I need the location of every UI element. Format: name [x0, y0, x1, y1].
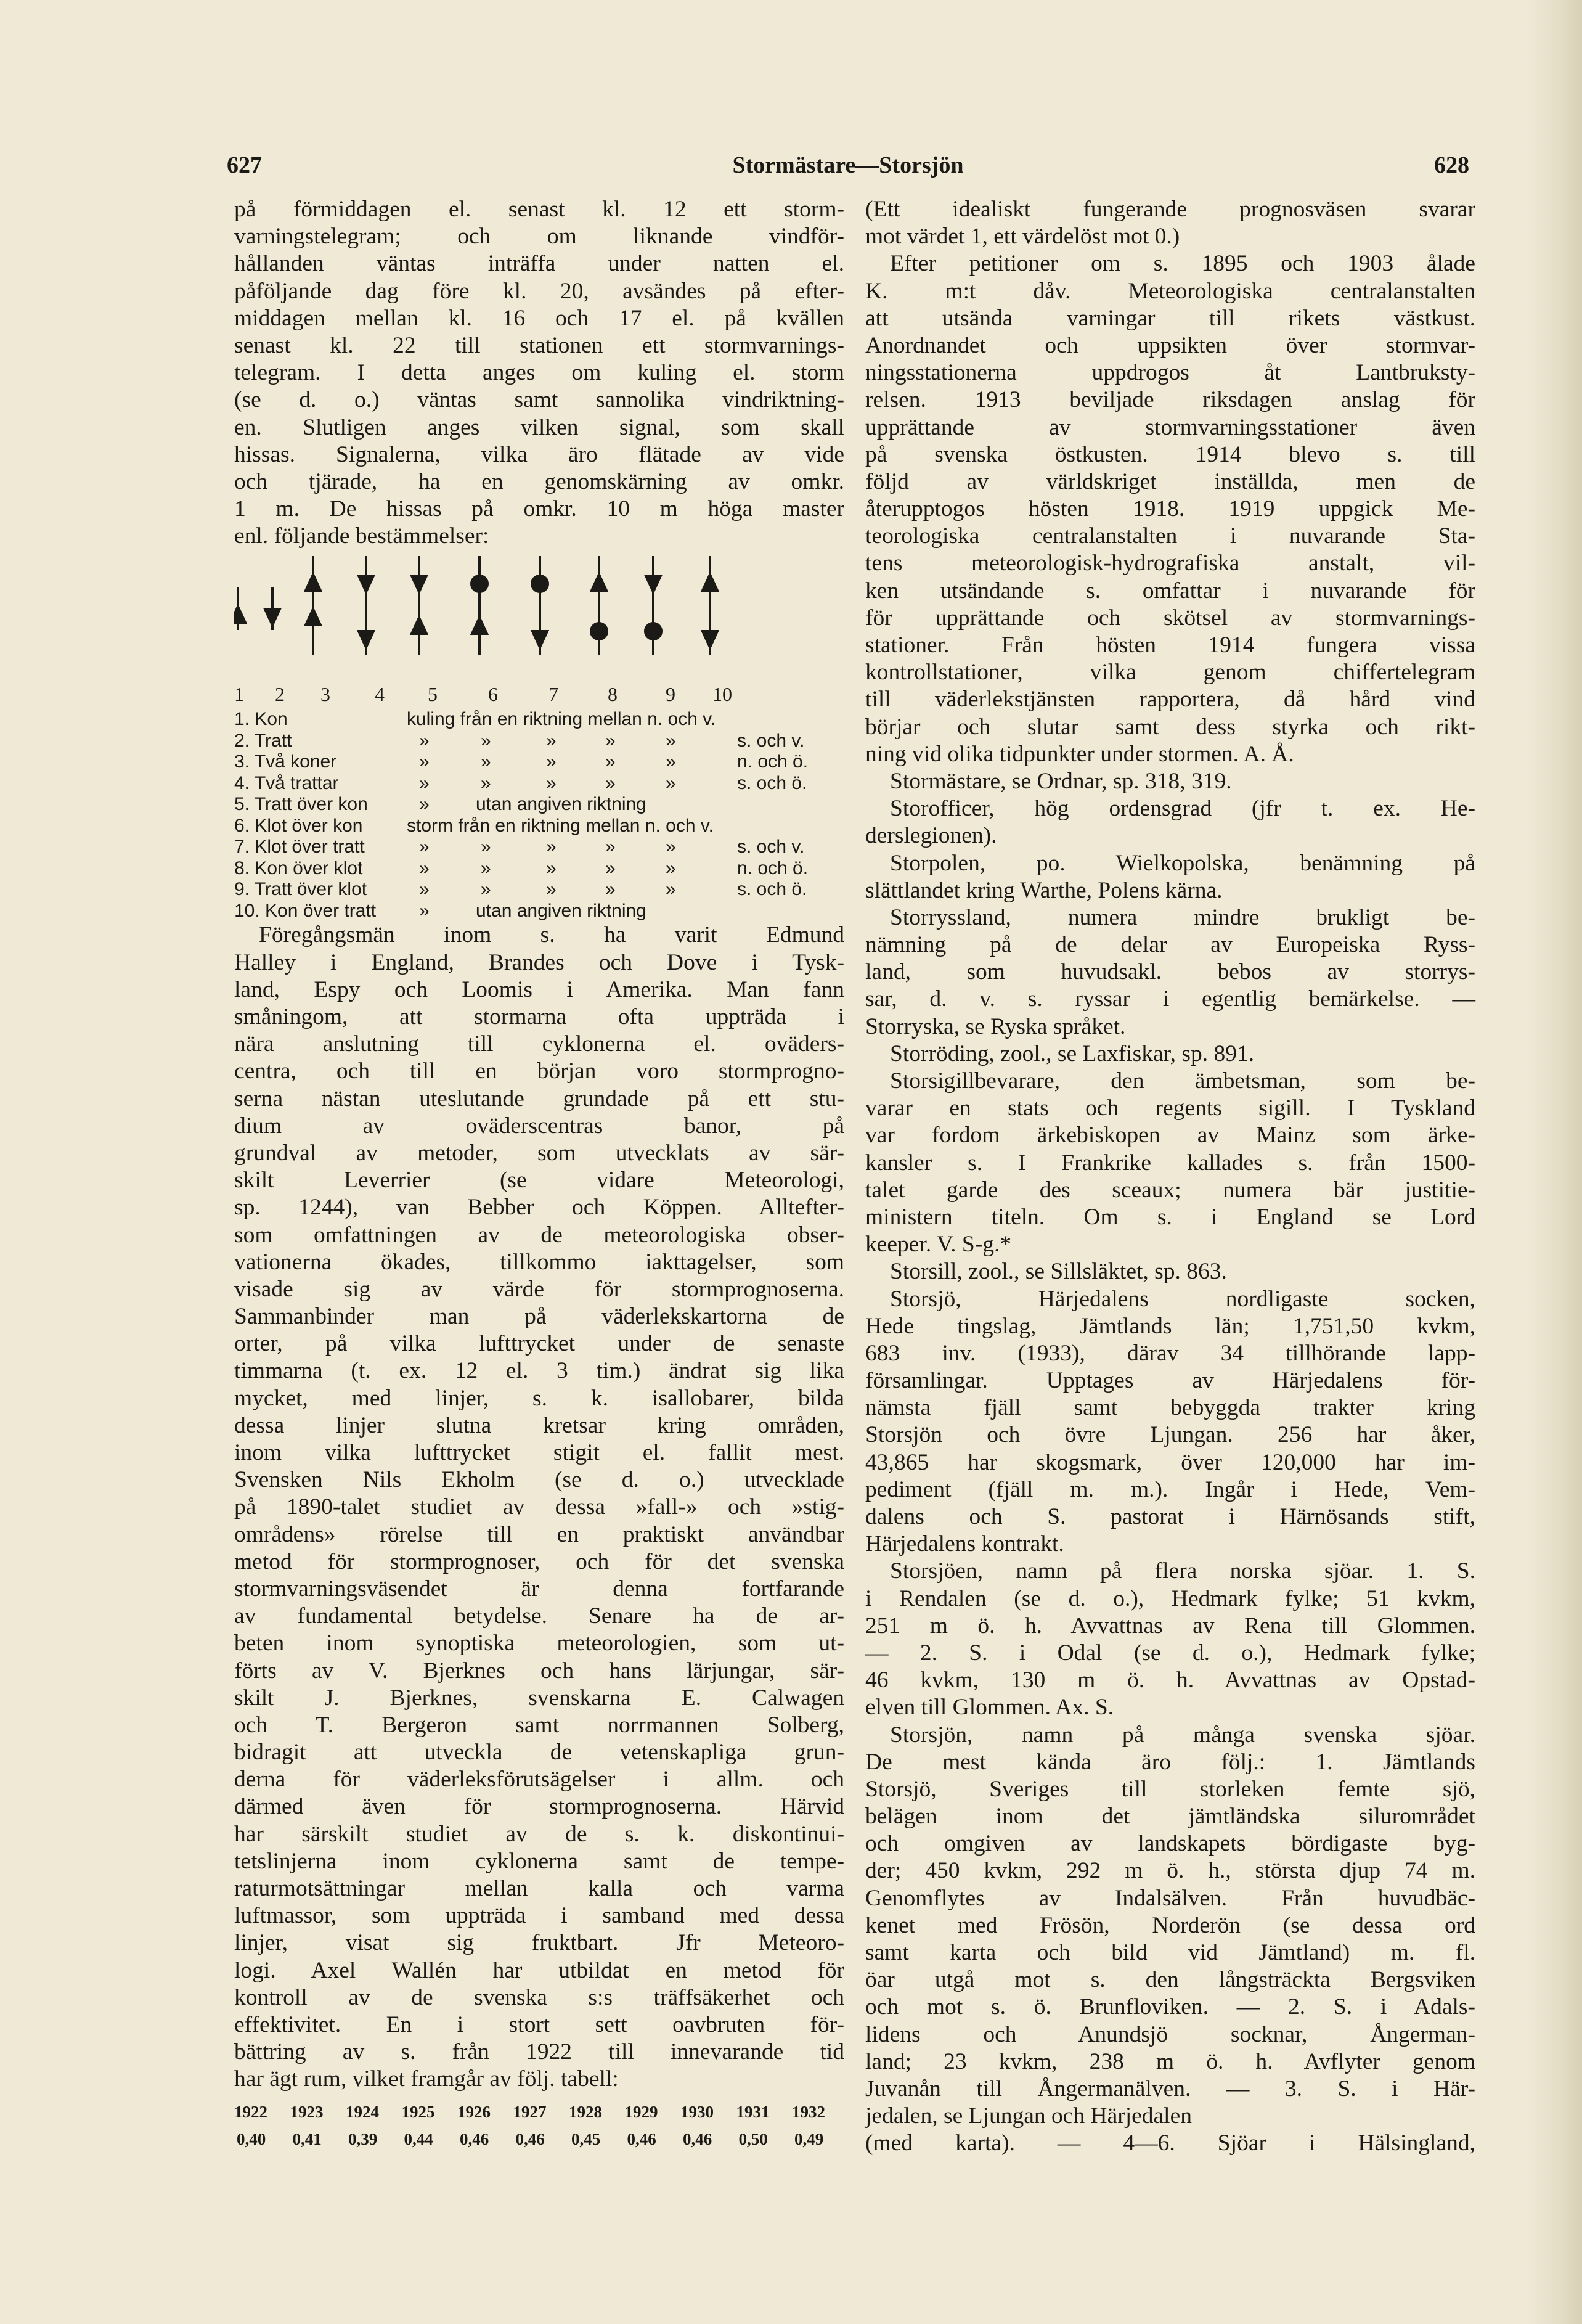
text-line: belägen inom det jämtländska silurområdet [865, 1804, 1475, 1830]
text-line: dalens och S. pastorat i Härnösands stift, [865, 1504, 1475, 1529]
signal-table-row [234, 879, 844, 901]
signal-table-cell: » [419, 794, 430, 815]
text-line: Storryska, se Ryska språket. [865, 1013, 1126, 1039]
text-line: därmed även för stormprognoserna. Härvid [234, 1794, 844, 1820]
text-line: kansler s. I Frankrike kallades s. från 1500- [865, 1150, 1475, 1176]
signal-table-cell: 9. Tratt över klot [234, 879, 367, 900]
signal-table-cell: s. och ö. [737, 772, 807, 793]
text-line: sp. 1244), van Bebber och Köppen. Alltefter- [234, 1195, 844, 1221]
text-line: Halley i England, Brandes och Dove i Tysk- [234, 949, 844, 975]
text-line: av fundamental betydelse. Senare ha de ar- [234, 1603, 844, 1629]
text-line: Efter petitioner om s. 1895 och 1903 ålade [890, 251, 1475, 277]
text-line: ministern titeln. Om s. i England se Lord [865, 1204, 1475, 1230]
year-row [234, 2098, 844, 2126]
signal-table-cell: » [419, 730, 430, 751]
text-line: stormvarningsväsendet är denna fortfarande [234, 1576, 844, 1602]
text-line: bidragit att utveckla de vetenskapliga grun- [234, 1740, 844, 1766]
value-cell: 0,40 [237, 2129, 266, 2148]
signal-rows [234, 709, 844, 922]
signal-table-cell: 7. Klot över tratt [234, 837, 365, 857]
signal-number-row [234, 682, 844, 709]
signal-number: 9 [666, 683, 675, 706]
signal-table-cell: 1. Kon [234, 709, 288, 730]
signal-table-cell: utan angiven riktning [476, 900, 646, 921]
text-line: bättring av s. från 1922 till innevarande tid [234, 2039, 844, 2065]
text-line: metod för stormprognoser, och för det svenska [234, 1549, 844, 1574]
signal-table-row [234, 730, 844, 752]
signal-table-cell: s. och v. [737, 837, 805, 857]
text-line: Storryssland, numera mindre brukligt be- [890, 904, 1475, 930]
storm-signal-figure [234, 550, 844, 679]
text-line: senast kl. 22 till stationen ett stormvarnings- [234, 332, 844, 358]
text-line: jedalen, se Ljungan och Härjedalen [865, 2103, 1192, 2129]
text-line: enl. följande bestämmelser: [234, 523, 489, 549]
left-column [234, 196, 844, 2153]
text-line: visade sig av värde för stormprognoserna. [234, 1276, 844, 1302]
signal-2-funnel [265, 609, 280, 625]
text-line: Hede tingslag, Jämtlands län; 1,751,50 kvkm, [865, 1313, 1475, 1339]
signal-table-cell: utan angiven riktning [476, 794, 646, 815]
text-line: orter, på vilka lufttrycket under de senaste [234, 1331, 844, 1357]
signal-table-cell: » [419, 900, 430, 921]
text-line: Sammanbinder man på väderlekskartorna de [234, 1304, 844, 1330]
text-line: kenet med Frösön, Norderön (se dessa ord [865, 1912, 1475, 1938]
text-line: telegram. I detta anges om kuling el. storm [234, 360, 844, 386]
text-line: derslegionen). [865, 823, 997, 849]
text-line: elven till Glommen. Ax. S. [865, 1695, 1114, 1720]
text-line: i Rendalen (se d. o.), Hedmark fylke; 51 kvkm, [865, 1585, 1475, 1611]
signal-table-cell: » [666, 857, 676, 878]
text-line: tetslinjerna inom cyklonerna samt de tempe- [234, 1848, 844, 1874]
signal-table-cell: » [419, 857, 430, 878]
left-text-block-top [234, 196, 844, 550]
signal-table-cell: » [666, 772, 676, 793]
text-line: Juvanån till Ångermanälven. — 3. S. i Här- [865, 2076, 1475, 2101]
text-line: logi. Axel Wallén har utbildat en metod för [234, 1957, 844, 1983]
signal-table-cell: » [481, 837, 491, 857]
text-line: Storpolen, po. Wielkopolska, benämning på [890, 850, 1475, 876]
running-header [227, 152, 1469, 189]
signal-table-cell: » [546, 772, 557, 793]
signal-table-cell: » [481, 730, 491, 751]
text-line: skilt Leverrier (se vidare Meteorologi, [234, 1168, 844, 1193]
year-cell: 1928 [569, 2102, 602, 2121]
signal-table-row [234, 837, 844, 858]
signal-table-cell: 10. Kon över tratt [234, 900, 377, 921]
year-cell: 1924 [346, 2102, 379, 2121]
text-line: på 1890-talet studiet av dessa »fall-» och »stig- [234, 1494, 844, 1520]
value-cell: 0,46 [627, 2129, 656, 2148]
text-line: att utsända varningar till rikets västkust. [865, 305, 1475, 331]
text-line: för upprättande och skötsel av stormvarnings- [865, 605, 1475, 631]
signal-table-cell: » [605, 751, 616, 772]
text-line: dessa linjer slutna kretsar kring områden, [234, 1412, 844, 1438]
value-cell: 0,44 [404, 2129, 433, 2148]
text-line: Storofficer, hög ordensgrad (jfr t. ex. He- [890, 796, 1475, 822]
signal-table-cell: kuling från en riktning mellan n. och v. [407, 709, 716, 730]
signal-table-cell: » [419, 751, 430, 772]
text-line: 683 inv. (1933), därav 34 tillhörande lapp- [865, 1340, 1475, 1366]
text-line: skilt J. Bjerknes, svenskarna E. Calwagen [234, 1685, 844, 1711]
text-line: slättlandet kring Warthe, Polens kärna. [865, 877, 1223, 903]
signal-table-cell: » [546, 857, 557, 878]
text-line: relsen. 1913 beviljade riksdagen anslag för [865, 387, 1475, 413]
text-line: har ägt rum, vilket framgår av följ. tabell: [234, 2066, 619, 2092]
text-line: luftmassor, som uppträda i samband med dessa [234, 1903, 844, 1929]
text-line: nämning på de delar av Europeiska Ryss- [865, 932, 1475, 958]
signal-table-cell: » [605, 730, 616, 751]
text-line: timmarna (t. ex. 12 el. 3 tim.) ändrat sig lika [234, 1358, 844, 1384]
text-line: förts av V. Bjerknes och hans lärjungar, sär- [234, 1658, 844, 1684]
text-line: kontroll av de svenska s:s träffsäkerhet och [234, 1984, 844, 2010]
storm-signal-shapes [234, 550, 844, 679]
value-cell: 0,41 [292, 2129, 322, 2148]
right-column [865, 196, 1475, 2158]
signal-table-cell: » [481, 772, 491, 793]
text-line: keeper. V. S-g.* [865, 1232, 1012, 1258]
text-line: Härjedalens kontrakt. [865, 1531, 1064, 1557]
text-line: mot värdet 1, ett värdelöst mot 0.) [865, 224, 1180, 250]
signal-table-cell: s. och ö. [737, 879, 807, 900]
text-line: grundval av metoder, som utvecklats av sär- [234, 1140, 844, 1166]
text-line: (Ett idealiskt fungerande prognosväsen svarar [865, 197, 1475, 222]
text-line: ken utsändande s. omfattar i nuvarande för [865, 578, 1475, 604]
text-line: nämsta fjäll samt bebyggda trakter kring [865, 1395, 1475, 1421]
page-number-right: 628 [1434, 152, 1469, 178]
text-line: församlingar. Upptages av Härjedalens för- [865, 1368, 1475, 1394]
year-cell: 1931 [736, 2102, 770, 2121]
signal-table-row [234, 816, 844, 837]
signal-table-cell: » [481, 751, 491, 772]
signal-table-cell: » [666, 879, 676, 900]
value-cell: 0,46 [460, 2129, 489, 2148]
text-line: Storsjö, Sveriges till storleken femte sjö, [865, 1776, 1475, 1802]
text-line: stationer. Från hösten 1914 fungera vissa [865, 632, 1475, 658]
text-line: inom vilka lufttrycket stigit el. fallit mest. [234, 1440, 844, 1465]
signal-table-cell: 8. Kon över klot [234, 857, 363, 878]
year-cell: 1932 [792, 2102, 825, 2121]
year-cell: 1922 [234, 2102, 267, 2121]
text-line: teorologiska centralanstalten i nuvarande Sta- [865, 523, 1475, 549]
text-line: — 2. S. i Odal (se d. o.), Hedmark fylke; [865, 1640, 1475, 1666]
signal-number: 10 [712, 683, 732, 706]
text-line: Föregångsmän inom s. ha varit Edmund [259, 922, 844, 948]
signal-table-cell: » [481, 879, 491, 900]
text-line: centra, och till en början voro stormprogno- [234, 1058, 844, 1084]
text-line: der; 450 kvkm, 292 m ö. h., största djup 74 m. [865, 1858, 1475, 1884]
text-line: på svenska östkusten. 1914 blevo s. till [865, 441, 1475, 467]
text-line: och mot s. ö. Brunfloviken. — 2. S. i Adals- [865, 1994, 1475, 2020]
text-line: på förmiddagen el. senast kl. 12 ett storm- [234, 197, 844, 222]
signal-number: 3 [320, 683, 330, 706]
text-line: en. Slutligen anges vilken signal, som skall [234, 414, 844, 440]
text-line: talet garde des sceaux; numera bär justitie- [865, 1177, 1475, 1203]
text-line: mycket, med linjer, s. k. isallobarer, bilda [234, 1385, 844, 1411]
text-line: upprättande av stormvarningsstationer även [865, 414, 1475, 440]
value-row [234, 2126, 844, 2153]
text-line: öar utgå mot s. den långsträckta Bergsviken [865, 1967, 1475, 1993]
text-line: 1 m. De hissas på omkr. 10 m höga master [234, 496, 844, 522]
text-line: Storsjöen, namn på flera norska sjöar. 1. S. [890, 1558, 1475, 1584]
signal-table-row [234, 751, 844, 773]
left-text-block-bottom [234, 922, 844, 2093]
signal-table-cell: » [546, 751, 557, 772]
text-line: 43,865 har skogsmark, över 120,000 har im- [865, 1449, 1475, 1475]
signal-table-cell: » [419, 837, 430, 857]
signal-1-cone [234, 607, 245, 623]
signal-table-cell: » [546, 730, 557, 751]
text-line: tens meteorologisk-hydrografiska anstalt, vil- [865, 550, 1475, 576]
text-line: sar, d. v. s. ryssar i egentlig bemärkelse. — [865, 986, 1475, 1012]
text-line: effektivitet. En i stort sett oavbruten för- [234, 2011, 844, 2037]
signal-table-cell: » [419, 772, 430, 793]
signal-table-cell: 4. Två trattar [234, 772, 339, 793]
page-number-left: 627 [227, 152, 262, 178]
page-edge-shadow [1527, 0, 1582, 2324]
text-line: dium av oväderscentras banor, på [234, 1113, 844, 1139]
text-line: Storröding, zool., se Laxfiskar, sp. 891. [890, 1041, 1255, 1066]
signal-table-cell: » [605, 857, 616, 878]
signal-table-cell: » [605, 879, 616, 900]
signal-number: 4 [375, 683, 385, 706]
value-cell: 0,39 [348, 2129, 378, 2148]
signal-table-cell: » [546, 879, 557, 900]
year-cell: 1923 [290, 2102, 324, 2121]
year-cell: 1929 [624, 2102, 658, 2121]
text-line: Svensken Nils Ekholm (se d. o.) utvecklade [234, 1467, 844, 1493]
signal-table-cell: » [605, 772, 616, 793]
text-line: Genomflytes av Indalsälven. Från huvudbäc- [865, 1885, 1475, 1911]
signal-table-cell: » [481, 857, 491, 878]
text-line: varningstelegram; och om liknande vindför- [234, 224, 844, 250]
text-line: beten inom synoptiska meteorologien, som ut- [234, 1630, 844, 1656]
text-line: 46 kvkm, 130 m ö. h. Avvattnas av Opstad- [865, 1667, 1475, 1693]
signal-table-cell: n. och ö. [737, 857, 809, 878]
text-line: och T. Bergeron samt norrmannen Solberg, [234, 1712, 844, 1738]
text-line: Storsjön och övre Ljungan. 256 har åker, [865, 1422, 1475, 1448]
value-cell: 0,50 [738, 2129, 768, 2148]
signal-number: 1 [234, 683, 244, 706]
text-line: 251 m ö. h. Avvattnas av Rena till Glommen. [865, 1613, 1475, 1639]
text-line: Storsigillbevarare, den ämbetsman, som be- [890, 1068, 1475, 1094]
text-line: Storsjö, Härjedalens nordligaste socken, [890, 1286, 1475, 1312]
signal-table-cell: » [419, 879, 430, 900]
signal-table-cell: 2. Tratt [234, 730, 292, 751]
text-line: Anordnandet och uppsikten över stormvar- [865, 332, 1475, 358]
text-line: småningom, att stormarna ofta uppträda i [234, 1004, 844, 1029]
signal-table-cell: n. och ö. [737, 751, 809, 772]
text-line: Storsill, zool., se Sillsläktet, sp. 863. [890, 1259, 1227, 1285]
signal-table [234, 682, 844, 922]
text-line: ningsstationerna uppdrogos åt Lantbruksty- [865, 360, 1475, 386]
text-line: pediment (fjäll m. m.). Ingår i Hede, Vem- [865, 1476, 1475, 1502]
year-cell: 1926 [457, 2102, 491, 2121]
text-line: varar en stats och regents sigill. I Tyskland [865, 1095, 1475, 1121]
text-line: kontrollstationer, vilka genom chiffertelegram [865, 660, 1475, 685]
text-line: land; 23 kvkm, 238 m ö. h. Avflyter genom [865, 2048, 1475, 2074]
signal-table-row [234, 858, 844, 880]
signal-table-cell: 3. Två koner [234, 751, 337, 772]
text-line: Stormästare, se Ordnar, sp. 318, 319. [890, 768, 1232, 794]
text-line: linjer, visat sig fruktbart. Jfr Meteoro- [234, 1930, 844, 1956]
signal-table-row [234, 773, 844, 795]
value-cell: 0,46 [683, 2129, 712, 2148]
signal-table-cell: s. och v. [737, 730, 805, 751]
text-line: land, som huvudsakl. bebos av storrys- [865, 959, 1475, 985]
text-line: vationerna ökades, tillkommo iakttagelser, som [234, 1249, 844, 1275]
text-line: nära anslutning till cyklonerna el. oväders- [234, 1031, 844, 1057]
text-line: (se d. o.) väntas samt sannolika vindriktning- [234, 387, 844, 413]
text-line: derna för väderleksförutsägelser i allm. och [234, 1767, 844, 1793]
signal-number: 5 [428, 683, 438, 706]
text-line: samt karta och bild vid Jämtland) m. fl. [865, 1940, 1475, 1965]
signal-number: 2 [275, 683, 285, 706]
value-cell: 0,45 [571, 2129, 601, 2148]
text-line: som omfattningen av de meteorologiska obser- [234, 1222, 844, 1248]
year-cell: 1927 [513, 2102, 547, 2121]
text-line: områdens» rörelse till en praktiskt användbar [234, 1521, 844, 1547]
text-line: ning vid olika tidpunkter under stormen. A. Å. [865, 741, 1294, 767]
text-line: var fordom ärkebiskopen av Mainz som ärke- [865, 1123, 1475, 1148]
text-line: (med karta). — 4—6. Sjöar i Hälsingland, [865, 2130, 1475, 2156]
text-line: påföljande dag före kl. 20, avsändes på efter- [234, 278, 844, 304]
text-line: börjar och slutar samt dess styrka och rikt- [865, 714, 1475, 740]
signal-table-cell: » [666, 751, 676, 772]
text-line: De mest kända äro följ.: 1. Jämtlands [865, 1749, 1475, 1775]
text-line: K. m:t dåv. Meteorologiska centralanstalten [865, 278, 1475, 304]
text-line: till väderlekstjänsten rapportera, då hård vind [865, 687, 1475, 713]
text-line: lidens och Anundsjö socknar, Ångerman- [865, 2021, 1475, 2047]
text-line: land, Espy och Loomis i Amerika. Man fann [234, 976, 844, 1002]
signal-table-row [234, 901, 844, 922]
value-cell: 0,46 [515, 2129, 545, 2148]
year-cell: 1925 [401, 2102, 435, 2121]
text-line: och tjärade, ha en genomskärning av omkr. [234, 468, 844, 494]
text-line: hållanden väntas inträffa under natten el. [234, 251, 844, 277]
text-line: Storsjön, namn på många svenska sjöar. [890, 1722, 1475, 1748]
text-line: serna nästan uteslutande grundade på ett stu- [234, 1086, 844, 1111]
signal-table-cell: » [666, 730, 676, 751]
signal-table-cell: » [546, 837, 557, 857]
text-line: och omgiven av landskapets bördigaste byg- [865, 1831, 1475, 1857]
text-line: middagen mellan kl. 16 och 17 el. på kvällen [234, 305, 844, 331]
signal-table-cell: » [666, 837, 676, 857]
text-line: hissas. Signalerna, vilka äro flätade av vide [234, 441, 844, 467]
value-cell: 0,49 [794, 2129, 824, 2148]
text-line: har särskilt studiet av de s. k. diskontinui- [234, 1821, 844, 1847]
signal-table-row [234, 794, 844, 816]
signal-table-cell: » [605, 837, 616, 857]
signal-table-row [234, 709, 844, 730]
running-title: Stormästare—Storsjön [732, 152, 964, 178]
year-cell: 1930 [680, 2102, 714, 2121]
signal-number: 8 [608, 683, 618, 706]
text-line: återupptogos hösten 1918. 1919 uppgick Me- [865, 496, 1475, 522]
signal-table-cell: 5. Tratt över kon [234, 794, 368, 815]
signal-number: 7 [548, 683, 558, 706]
signal-table-cell: 6. Klot över kon [234, 815, 363, 836]
text-line: raturmotsättningar mellan kalla och varma [234, 1876, 844, 1901]
signal-number: 6 [488, 683, 498, 706]
year-table [234, 2098, 844, 2153]
right-text-block [865, 196, 1475, 2158]
text-line: följd av världskriget inställda, men de [865, 468, 1475, 494]
signal-table-cell: storm från en riktning mellan n. och v. [407, 815, 714, 836]
